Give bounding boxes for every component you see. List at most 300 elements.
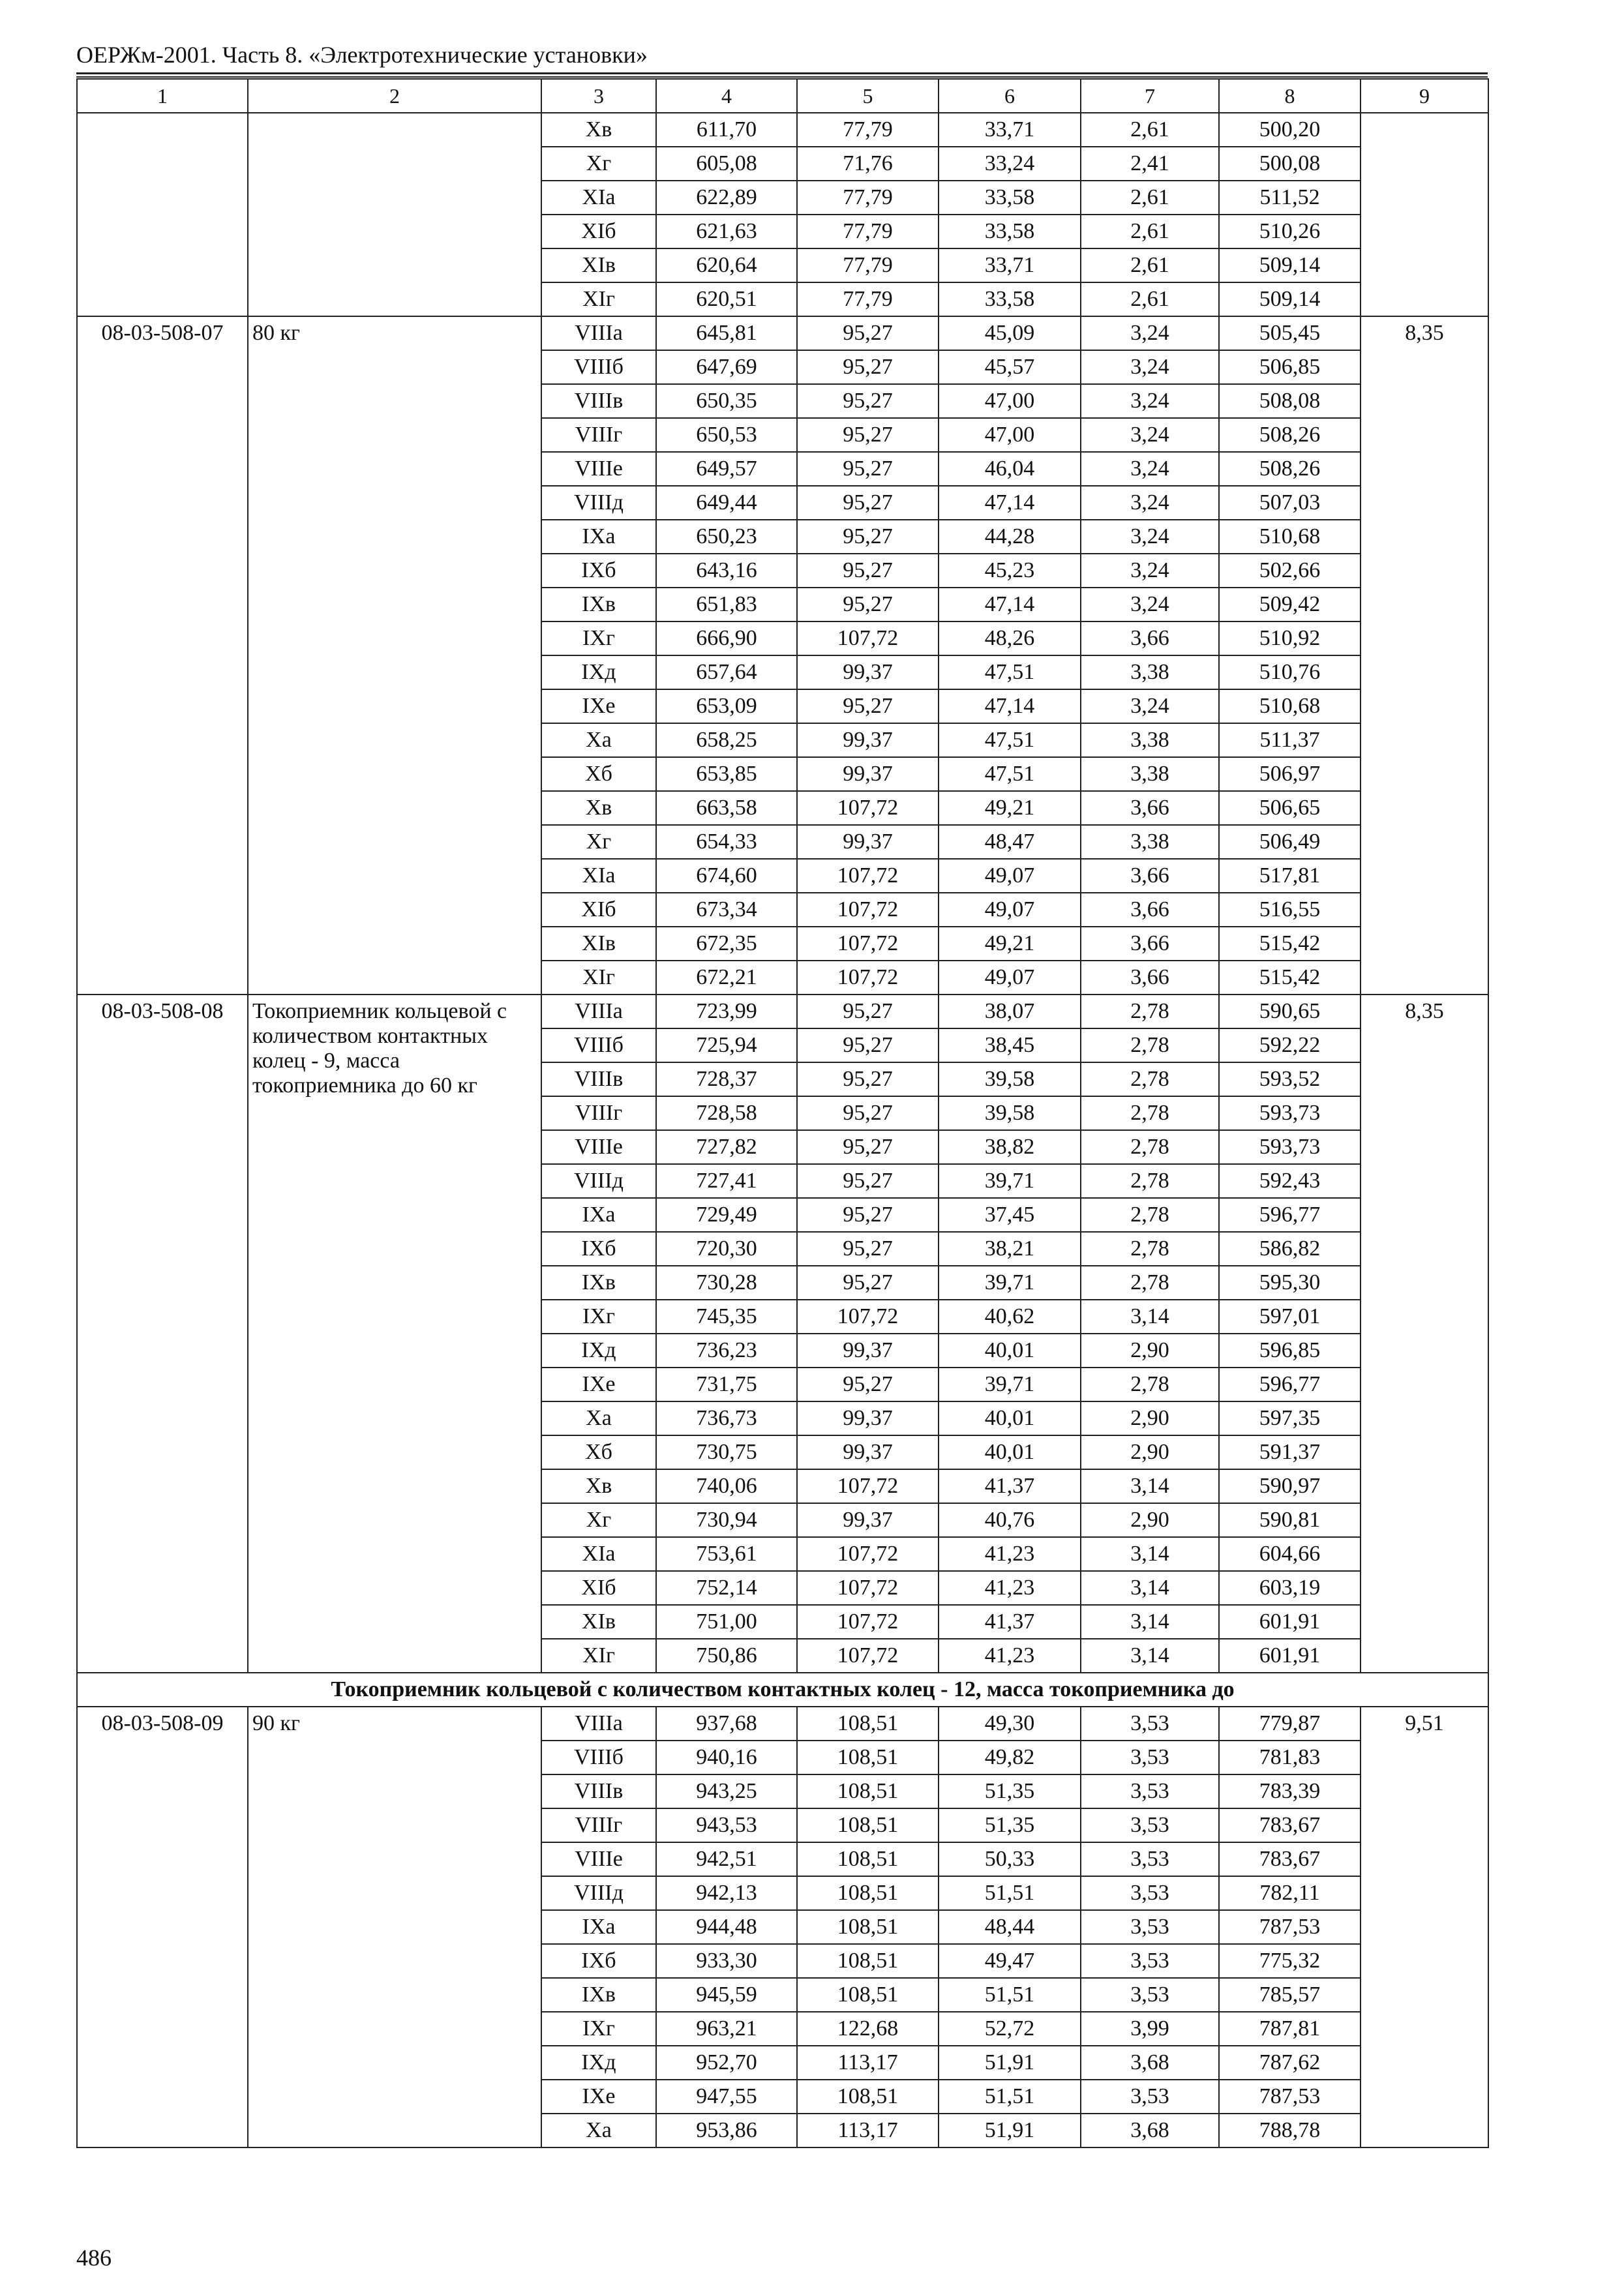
value-cell: 71,76 [797, 147, 939, 181]
zone-cell: VIIIе [541, 452, 656, 486]
value-cell: 651,83 [656, 588, 797, 621]
value-cell: 33,58 [939, 215, 1081, 248]
value-cell: 3,38 [1081, 825, 1219, 859]
value-cell: 942,51 [656, 1842, 797, 1876]
value-cell: 3,68 [1081, 2114, 1219, 2147]
value-cell: 108,51 [797, 1910, 939, 1944]
value-cell: 511,37 [1219, 723, 1361, 757]
value-cell: 787,81 [1219, 2012, 1361, 2046]
value-cell: 601,91 [1219, 1605, 1361, 1639]
value-cell: 49,07 [939, 961, 1081, 995]
value-cell: 113,17 [797, 2046, 939, 2080]
value-cell: 99,37 [797, 1503, 939, 1537]
value-cell: 650,53 [656, 418, 797, 452]
value-cell: 727,82 [656, 1130, 797, 1164]
value-cell: 2,90 [1081, 1503, 1219, 1537]
value-cell: 47,14 [939, 689, 1081, 723]
value-cell: 95,27 [797, 1198, 939, 1232]
zone-cell: Ха [541, 1401, 656, 1435]
value-cell: 33,24 [939, 147, 1081, 181]
zone-cell: Хв [541, 113, 656, 147]
value-cell: 787,53 [1219, 2080, 1361, 2114]
zone-cell: IХа [541, 1198, 656, 1232]
value-cell: 44,28 [939, 520, 1081, 554]
value-cell: 597,35 [1219, 1401, 1361, 1435]
value-cell: 3,38 [1081, 723, 1219, 757]
value-cell: 95,27 [797, 1164, 939, 1198]
zone-cell: IХе [541, 1368, 656, 1401]
value-cell: 49,30 [939, 1707, 1081, 1741]
value-cell: 99,37 [797, 757, 939, 791]
value-cell: 3,24 [1081, 520, 1219, 554]
value-cell: 95,27 [797, 520, 939, 554]
value-cell: 783,67 [1219, 1842, 1361, 1876]
value-cell: 47,00 [939, 384, 1081, 418]
value-cell: 507,03 [1219, 486, 1361, 520]
value-cell: 107,72 [797, 1469, 939, 1503]
value-cell: 107,72 [797, 1639, 939, 1673]
value-cell: 649,57 [656, 452, 797, 486]
value-cell: 620,64 [656, 248, 797, 282]
value-cell: 953,86 [656, 2114, 797, 2147]
value-cell: 107,72 [797, 927, 939, 961]
value-cell: 37,45 [939, 1198, 1081, 1232]
value-cell: 586,82 [1219, 1232, 1361, 1266]
value-cell: 51,51 [939, 1978, 1081, 2012]
value-cell: 510,92 [1219, 621, 1361, 655]
value-cell: 3,38 [1081, 655, 1219, 689]
zone-cell: IХд [541, 2046, 656, 2080]
value-cell: 2,61 [1081, 113, 1219, 147]
value-cell: 48,44 [939, 1910, 1081, 1944]
value-cell: 510,76 [1219, 655, 1361, 689]
value-cell: 108,51 [797, 1944, 939, 1978]
value-cell: 751,00 [656, 1605, 797, 1639]
value-cell: 788,78 [1219, 2114, 1361, 2147]
value-cell: 3,24 [1081, 689, 1219, 723]
value-cell: 3,14 [1081, 1537, 1219, 1571]
value-cell: 2,61 [1081, 181, 1219, 215]
value-cell: 3,53 [1081, 1741, 1219, 1774]
value-cell: 108,51 [797, 1842, 939, 1876]
value-cell: 45,23 [939, 554, 1081, 588]
zone-cell: ХIг [541, 282, 656, 316]
value-cell: 49,07 [939, 859, 1081, 893]
value-cell: 51,51 [939, 2080, 1081, 2114]
value-cell: 47,51 [939, 757, 1081, 791]
value-cell: 38,07 [939, 995, 1081, 1028]
zone-cell: IХг [541, 2012, 656, 2046]
value-cell: 611,70 [656, 113, 797, 147]
value-cell: 51,35 [939, 1774, 1081, 1808]
value-cell: 510,68 [1219, 520, 1361, 554]
value-cell: 3,38 [1081, 757, 1219, 791]
value-cell: 730,94 [656, 1503, 797, 1537]
value-cell: 596,77 [1219, 1368, 1361, 1401]
value-cell: 752,14 [656, 1571, 797, 1605]
rate-description: Токоприемник кольцевой с количеством контактных колец - 9, масса токоприемника до 60 кг [248, 995, 541, 1673]
value-cell: 672,21 [656, 961, 797, 995]
value-cell: 647,69 [656, 350, 797, 384]
zone-cell: VIIIе [541, 1842, 656, 1876]
value-cell: 38,45 [939, 1028, 1081, 1062]
rate-code: 08-03-508-07 [77, 316, 248, 995]
value-cell: 95,27 [797, 452, 939, 486]
zone-cell: VIIIв [541, 1774, 656, 1808]
value-cell: 40,01 [939, 1401, 1081, 1435]
value-cell: 502,66 [1219, 554, 1361, 588]
value-cell: 3,66 [1081, 859, 1219, 893]
value-cell: 3,66 [1081, 961, 1219, 995]
zone-cell: IХа [541, 1910, 656, 1944]
rates-table-body [77, 79, 1488, 2147]
value-cell: 38,21 [939, 1232, 1081, 1266]
value-cell: 95,27 [797, 1266, 939, 1300]
value-cell: 3,24 [1081, 486, 1219, 520]
zone-cell: VIIIе [541, 1130, 656, 1164]
value-cell: 657,64 [656, 655, 797, 689]
value-cell: 506,85 [1219, 350, 1361, 384]
value-cell: 729,49 [656, 1198, 797, 1232]
value-cell: 99,37 [797, 723, 939, 757]
table-row [77, 995, 1488, 1028]
value-cell: 46,04 [939, 452, 1081, 486]
value-cell: 41,23 [939, 1639, 1081, 1673]
value-cell: 3,24 [1081, 452, 1219, 486]
value-cell: 47,51 [939, 723, 1081, 757]
zone-cell: VIIIа [541, 995, 656, 1028]
zone-cell: IХд [541, 1334, 656, 1368]
value-cell: 108,51 [797, 1774, 939, 1808]
value-cell: 48,47 [939, 825, 1081, 859]
value-cell: 49,21 [939, 791, 1081, 825]
value-cell: 509,14 [1219, 282, 1361, 316]
value-cell: 730,28 [656, 1266, 797, 1300]
value-cell: 653,85 [656, 757, 797, 791]
value-cell: 775,32 [1219, 1944, 1361, 1978]
value-cell: 95,27 [797, 418, 939, 452]
zone-cell: Хв [541, 1469, 656, 1503]
value-cell: 2,41 [1081, 147, 1219, 181]
zone-cell: ХIг [541, 1639, 656, 1673]
value-cell: 649,44 [656, 486, 797, 520]
value-cell: 40,01 [939, 1334, 1081, 1368]
value-cell: 605,08 [656, 147, 797, 181]
zone-cell: IХб [541, 554, 656, 588]
value-cell: 3,66 [1081, 791, 1219, 825]
zone-cell: VIIIб [541, 350, 656, 384]
value-cell: 3,66 [1081, 893, 1219, 927]
value-cell: 658,25 [656, 723, 797, 757]
zone-cell: Хб [541, 757, 656, 791]
zone-cell: Ха [541, 2114, 656, 2147]
header-rule [76, 72, 1488, 74]
document-header-title: ОЕРЖм-2001. Часть 8. «Электротехнические установки» [76, 42, 648, 68]
value-cell: 122,68 [797, 2012, 939, 2046]
value-cell: 95,27 [797, 316, 939, 350]
value-cell: 51,91 [939, 2046, 1081, 2080]
value-cell: 723,99 [656, 995, 797, 1028]
value-cell: 3,14 [1081, 1605, 1219, 1639]
value-cell: 3,53 [1081, 1774, 1219, 1808]
zone-cell: IХд [541, 655, 656, 689]
value-cell: 47,14 [939, 588, 1081, 621]
column-number: 4 [656, 79, 797, 113]
value-cell: 38,82 [939, 1130, 1081, 1164]
value-cell: 33,58 [939, 282, 1081, 316]
value-cell: 2,90 [1081, 1334, 1219, 1368]
zone-cell: Хг [541, 825, 656, 859]
value-cell: 39,58 [939, 1062, 1081, 1096]
zone-cell: ХIг [541, 961, 656, 995]
table-row [77, 316, 1488, 350]
value-cell: 3,53 [1081, 1707, 1219, 1741]
zone-cell: IХб [541, 1232, 656, 1266]
value-cell: 77,79 [797, 248, 939, 282]
value-cell: 516,55 [1219, 893, 1361, 927]
value-cell: 653,09 [656, 689, 797, 723]
value-cell: 3,14 [1081, 1571, 1219, 1605]
value-cell: 95,27 [797, 588, 939, 621]
zone-cell: VIIIг [541, 1808, 656, 1842]
value-cell: 750,86 [656, 1639, 797, 1673]
value-cell: 95,27 [797, 554, 939, 588]
value-cell: 509,14 [1219, 248, 1361, 282]
value-cell: 593,73 [1219, 1130, 1361, 1164]
value-cell: 947,55 [656, 2080, 797, 2114]
value-cell: 500,20 [1219, 113, 1361, 147]
value-cell: 2,78 [1081, 1198, 1219, 1232]
value-cell: 95,27 [797, 384, 939, 418]
value-cell: 2,78 [1081, 1164, 1219, 1198]
value-cell: 505,45 [1219, 316, 1361, 350]
value-cell: 41,23 [939, 1571, 1081, 1605]
column-number: 3 [541, 79, 656, 113]
value-cell: 593,52 [1219, 1062, 1361, 1096]
value-cell: 3,66 [1081, 927, 1219, 961]
value-cell: 108,51 [797, 1707, 939, 1741]
value-cell: 3,14 [1081, 1300, 1219, 1334]
column-9-value: 9,51 [1361, 1707, 1488, 2147]
value-cell: 2,78 [1081, 1266, 1219, 1300]
value-cell: 933,30 [656, 1944, 797, 1978]
value-cell: 99,37 [797, 655, 939, 689]
zone-cell: IХг [541, 1300, 656, 1334]
value-cell: 508,26 [1219, 418, 1361, 452]
value-cell: 782,11 [1219, 1876, 1361, 1910]
zone-cell: ХIв [541, 927, 656, 961]
value-cell: 95,27 [797, 1232, 939, 1266]
column-9-value: 8,35 [1361, 316, 1488, 995]
value-cell: 3,53 [1081, 2080, 1219, 2114]
value-cell: 47,51 [939, 655, 1081, 689]
value-cell: 654,33 [656, 825, 797, 859]
value-cell: 77,79 [797, 215, 939, 248]
value-cell: 727,41 [656, 1164, 797, 1198]
value-cell: 3,53 [1081, 1978, 1219, 2012]
value-cell: 725,94 [656, 1028, 797, 1062]
zone-cell: IХа [541, 520, 656, 554]
zone-cell: IХе [541, 2080, 656, 2114]
value-cell: 3,14 [1081, 1469, 1219, 1503]
column-9-value [1361, 113, 1488, 316]
value-cell: 2,78 [1081, 1028, 1219, 1062]
value-cell: 2,78 [1081, 1096, 1219, 1130]
value-cell: 590,97 [1219, 1469, 1361, 1503]
rate-description: 80 кг [248, 316, 541, 995]
zone-cell: VIIIв [541, 384, 656, 418]
value-cell: 666,90 [656, 621, 797, 655]
value-cell: 506,49 [1219, 825, 1361, 859]
value-cell: 621,63 [656, 215, 797, 248]
value-cell: 33,58 [939, 181, 1081, 215]
value-cell: 603,19 [1219, 1571, 1361, 1605]
value-cell: 944,48 [656, 1910, 797, 1944]
section-title: Токоприемник кольцевой с количеством контактных колец - 12, масса токоприемника до [77, 1673, 1488, 1707]
section-header-row [77, 1673, 1488, 1707]
value-cell: 2,90 [1081, 1435, 1219, 1469]
zone-cell: VIIIв [541, 1062, 656, 1096]
zone-cell: VIIIд [541, 486, 656, 520]
zone-cell: ХIа [541, 181, 656, 215]
value-cell: 99,37 [797, 825, 939, 859]
value-cell: 49,82 [939, 1741, 1081, 1774]
column-number: 6 [939, 79, 1081, 113]
value-cell: 508,08 [1219, 384, 1361, 418]
value-cell: 506,65 [1219, 791, 1361, 825]
value-cell: 48,26 [939, 621, 1081, 655]
value-cell: 2,61 [1081, 282, 1219, 316]
value-cell: 99,37 [797, 1401, 939, 1435]
value-cell: 620,51 [656, 282, 797, 316]
value-cell: 51,91 [939, 2114, 1081, 2147]
value-cell: 41,37 [939, 1605, 1081, 1639]
value-cell: 3,24 [1081, 350, 1219, 384]
value-cell: 3,99 [1081, 2012, 1219, 2046]
zone-cell: ХIв [541, 1605, 656, 1639]
value-cell: 590,81 [1219, 1503, 1361, 1537]
zone-cell: VIIIа [541, 316, 656, 350]
zone-cell: ХIа [541, 1537, 656, 1571]
value-cell: 41,23 [939, 1537, 1081, 1571]
value-cell: 95,27 [797, 1062, 939, 1096]
zone-cell: VIIIд [541, 1876, 656, 1910]
column-9-value: 8,35 [1361, 995, 1488, 1673]
value-cell: 943,53 [656, 1808, 797, 1842]
zone-cell: ХIб [541, 893, 656, 927]
value-cell: 952,70 [656, 2046, 797, 2080]
value-cell: 2,90 [1081, 1401, 1219, 1435]
value-cell: 95,27 [797, 486, 939, 520]
value-cell: 107,72 [797, 1605, 939, 1639]
column-number: 1 [77, 79, 248, 113]
value-cell: 51,35 [939, 1808, 1081, 1842]
value-cell: 591,37 [1219, 1435, 1361, 1469]
rate-description: 90 кг [248, 1707, 541, 2147]
value-cell: 3,53 [1081, 1944, 1219, 1978]
zone-cell: Хг [541, 147, 656, 181]
value-cell: 511,52 [1219, 181, 1361, 215]
value-cell: 3,24 [1081, 384, 1219, 418]
value-cell: 95,27 [797, 1028, 939, 1062]
zone-cell: VIIIг [541, 418, 656, 452]
zone-cell: Хг [541, 1503, 656, 1537]
value-cell: 720,30 [656, 1232, 797, 1266]
value-cell: 592,43 [1219, 1164, 1361, 1198]
column-number-row [77, 79, 1488, 113]
zone-cell: Ха [541, 723, 656, 757]
value-cell: 783,39 [1219, 1774, 1361, 1808]
value-cell: 650,23 [656, 520, 797, 554]
value-cell: 107,72 [797, 621, 939, 655]
value-cell: 52,72 [939, 2012, 1081, 2046]
value-cell: 77,79 [797, 113, 939, 147]
value-cell: 740,06 [656, 1469, 797, 1503]
value-cell: 45,09 [939, 316, 1081, 350]
value-cell: 730,75 [656, 1435, 797, 1469]
value-cell: 943,25 [656, 1774, 797, 1808]
value-cell: 2,78 [1081, 1062, 1219, 1096]
rate-description [248, 113, 541, 316]
value-cell: 3,53 [1081, 1910, 1219, 1944]
value-cell: 779,87 [1219, 1707, 1361, 1741]
value-cell: 736,23 [656, 1334, 797, 1368]
value-cell: 3,68 [1081, 2046, 1219, 2080]
value-cell: 673,34 [656, 893, 797, 927]
value-cell: 40,62 [939, 1300, 1081, 1334]
value-cell: 108,51 [797, 1741, 939, 1774]
value-cell: 940,16 [656, 1741, 797, 1774]
column-number: 9 [1361, 79, 1488, 113]
value-cell: 45,57 [939, 350, 1081, 384]
value-cell: 51,51 [939, 1876, 1081, 1910]
value-cell: 107,72 [797, 1537, 939, 1571]
value-cell: 39,71 [939, 1164, 1081, 1198]
value-cell: 39,71 [939, 1266, 1081, 1300]
value-cell: 604,66 [1219, 1537, 1361, 1571]
value-cell: 787,53 [1219, 1910, 1361, 1944]
value-cell: 2,61 [1081, 248, 1219, 282]
value-cell: 113,17 [797, 2114, 939, 2147]
value-cell: 95,27 [797, 1096, 939, 1130]
value-cell: 515,42 [1219, 961, 1361, 995]
zone-cell: ХIв [541, 248, 656, 282]
value-cell: 509,42 [1219, 588, 1361, 621]
value-cell: 47,14 [939, 486, 1081, 520]
zone-cell: IХг [541, 621, 656, 655]
value-cell: 41,37 [939, 1469, 1081, 1503]
value-cell: 674,60 [656, 859, 797, 893]
column-number: 5 [797, 79, 939, 113]
value-cell: 787,62 [1219, 2046, 1361, 2080]
value-cell: 663,58 [656, 791, 797, 825]
value-cell: 3,53 [1081, 1808, 1219, 1842]
value-cell: 3,14 [1081, 1639, 1219, 1673]
value-cell: 99,37 [797, 1435, 939, 1469]
value-cell: 728,37 [656, 1062, 797, 1096]
value-cell: 40,76 [939, 1503, 1081, 1537]
value-cell: 2,78 [1081, 1368, 1219, 1401]
value-cell: 95,27 [797, 689, 939, 723]
value-cell: 2,78 [1081, 1130, 1219, 1164]
value-cell: 517,81 [1219, 859, 1361, 893]
value-cell: 108,51 [797, 1876, 939, 1910]
value-cell: 597,01 [1219, 1300, 1361, 1334]
value-cell: 510,26 [1219, 215, 1361, 248]
rate-code: 08-03-508-08 [77, 995, 248, 1673]
value-cell: 3,24 [1081, 588, 1219, 621]
value-cell: 508,26 [1219, 452, 1361, 486]
